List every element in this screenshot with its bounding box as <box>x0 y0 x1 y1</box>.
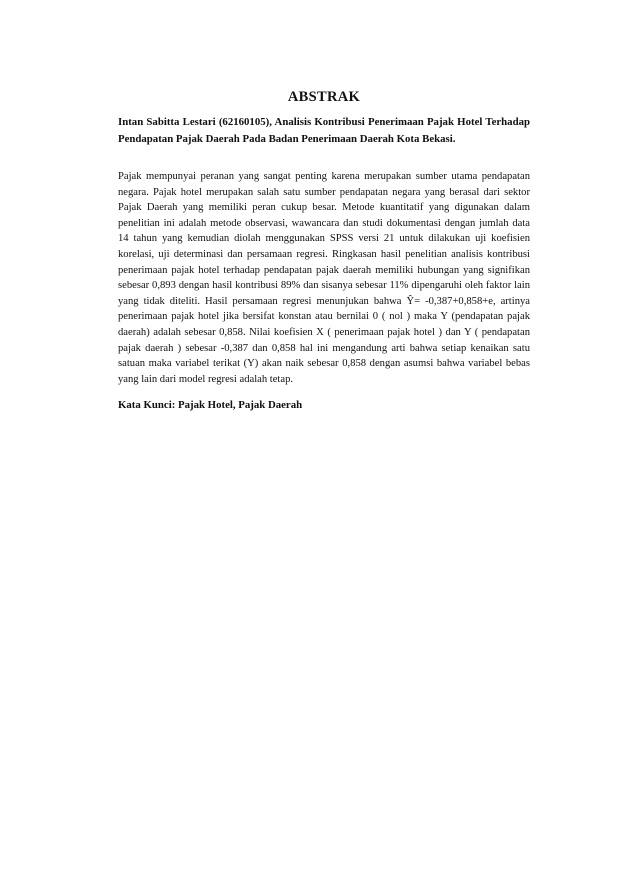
keywords-line: Kata Kunci: Pajak Hotel, Pajak Daerah <box>118 399 303 412</box>
abstract-content <box>118 88 530 413</box>
abstract-title: ABSTRAK <box>287 89 361 105</box>
author-and-thesis-title: Intan Sabitta Lestari (62160105), Analisis Kontribusi Penerimaan Pajak Hotel Terhadap Pendapatan Pajak Daerah Pada Badan Penerimaan Daerah Kota Bekasi. <box>118 116 530 145</box>
abstract-body: Pajak mempunyai peranan yang sangat penting karena merupakan sumber utama pendapatan negara. Pajak hotel merupakan salah satu sumber pendapatan negara yang berasal dari sektor Pajak Daerah yang memiliki peran cukup besar. Metode kuantitatif yang digunakan dalam penelitian ini adalah metode observasi, wawancara dan studi dokumentasi dengan jumlah data 14 tahun yang kemudian diolah menggunakan SPSS versi 21 untuk dilakukan uji koefisien korelasi, uji determinasi dan persamaan regresi. Ringkasan hasil penelitian analisis kontribusi penerimaan pajak hotel terhadap pendapatan pajak daerah memiliki hubungan yang signifikan sebesar 0,893 dengan hasil kontribusi 89% dan sisanya sebesar 11% dipengaruhi oleh faktor lain yang tidak diteliti. Hasil persamaan regresi menunjukan bahwa Ŷ= -0,387+0,858+e, artinya penerimaan pajak hotel jika bersifat konstan atau bernilai 0 ( nol ) maka Y (pendapatan pajak daerah) adalah sebesar 0,858. Nilai koefisien X ( penerimaan pajak hotel ) dan Y ( pendapatan pajak daerah ) sebesar -0,387 dan 0,858 hal ini mengandung arti bahwa setiap kenaikan satu satuan maka variabel terikat (Y) akan naik sebesar 0,858 dengan asumsi bahwa variabel bebas yang lain dari model regresi adalah tetap. <box>118 171 530 385</box>
